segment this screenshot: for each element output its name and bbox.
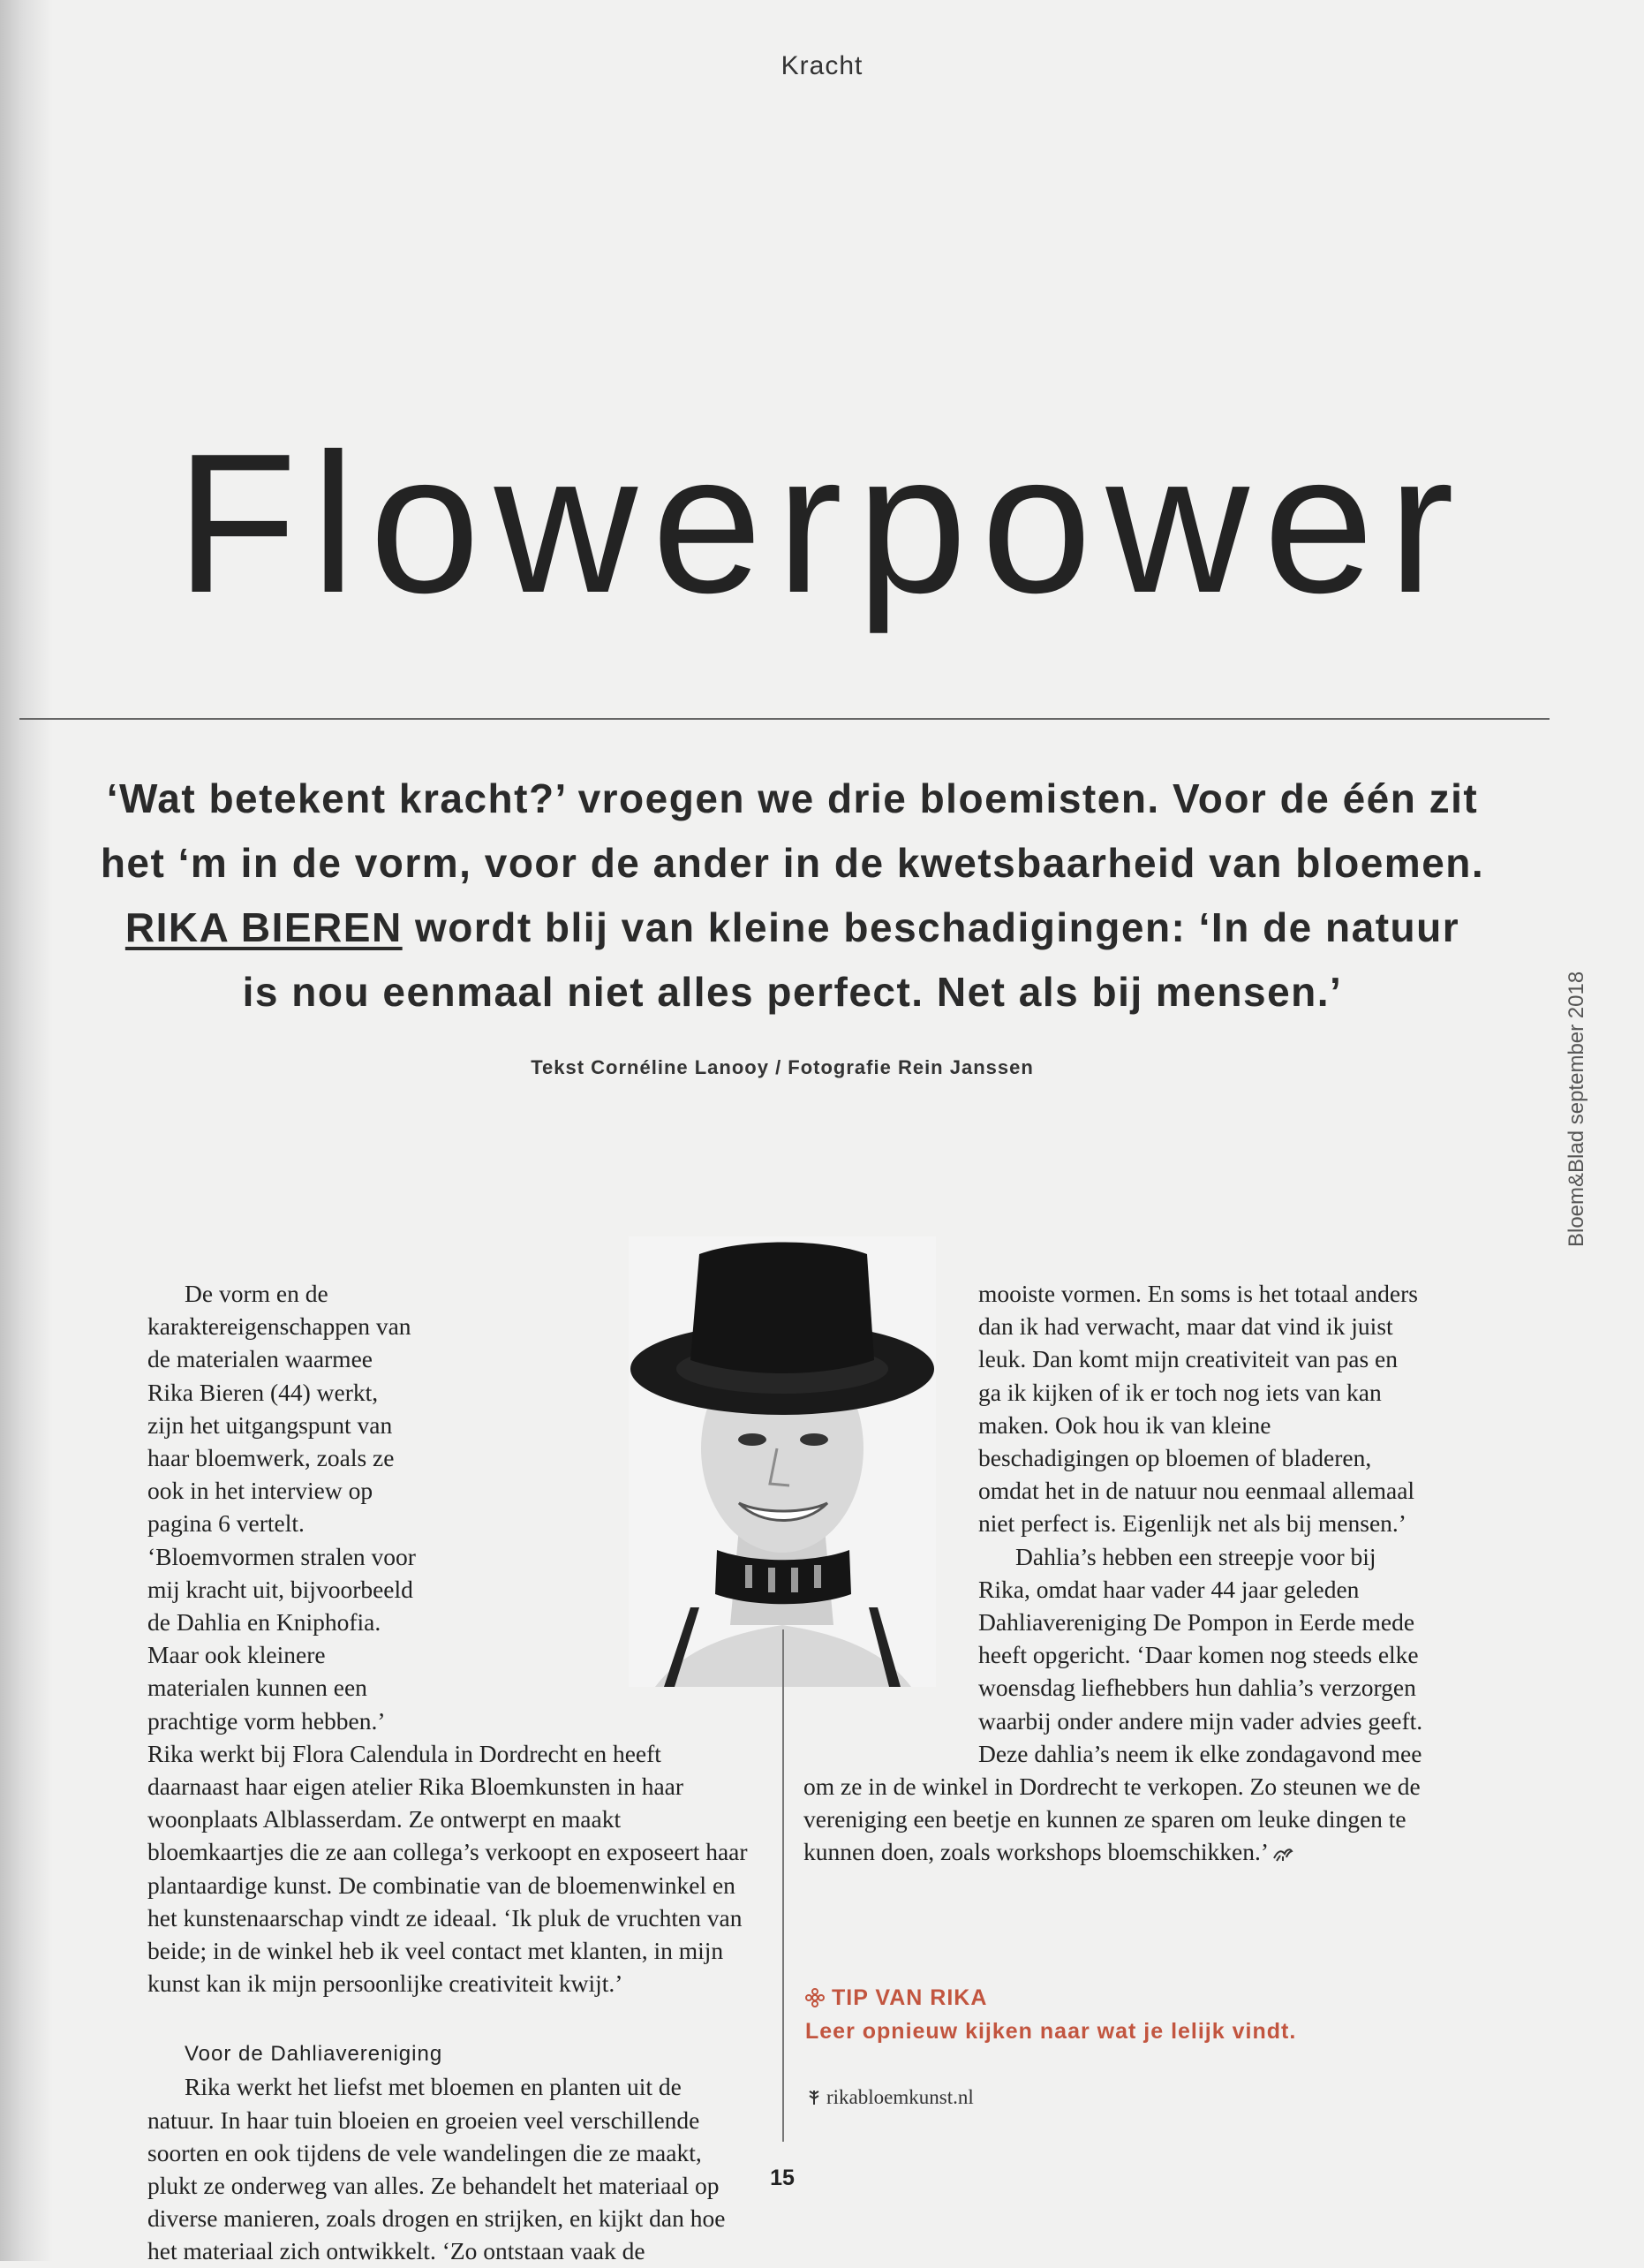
page-gutter-shadow <box>0 0 53 2261</box>
intro-line-1: ‘Wat betekent kracht?’ vroegen we drie bloemisten. Voor de één zit <box>106 775 1479 821</box>
column-divider <box>782 1629 784 2142</box>
portrait-photo <box>629 1236 936 1687</box>
section-label: Kracht <box>781 51 863 80</box>
intro-line-3-rest: wordt blij van kleine beschadigingen: ‘In de natuur <box>402 904 1460 950</box>
paragraph: De vorm en de karaktereigenschappen van de materialen waarmee Rika Bieren (44) werkt, zijn het uitgangspunt van haar bloemwerk, zoals ze ook in het interview op pagina 6 vertelt. ‘Bloemvormen stralen voor mij kracht uit, bijvoorbeeld de Dahlia en Kniphofia. Maar ook kleinere materialen kunnen een prachtige vorm hebben.’ Rika werkt bij Flora Calendula in Dordrecht en heeft daarnaast haar eigen atelier Rika Bloemkunsten in haar woonplaats Alblasserdam. Ze ontwerpt en maakt bloemkaartjes die ze aan collega’s verkoopt en exposeert haar plantaardige kunst. De combinatie van de bloemenwinkel en het kunstenaarschap vindt ze ideaal. ‘Ik pluk de vruchten van beide; in de winkel heb ik veel contact met klanten, in mijn kunst kan ik mijn persoonlijke creativiteit kwijt.’ <box>147 1280 748 1998</box>
paragraph: mooiste vormen. En soms is het totaal anders dan ik had verwacht, maar dat vind ik juist leuk. Dan komt mijn creativiteit van pas en ga ik kijken of ik er toch nog iets van kan maken. Ook hou ik van kleine beschadigingen op bloemen of bladeren, omdat het in de natuur nou eenmaal allemaal niet perfect is. Eigenlijk net als bij mensen.’ <box>978 1280 1418 1538</box>
end-mark-icon <box>1272 1846 1293 1862</box>
byline-credits: Tekst Cornéline Lanooy / Fotografie Rein Janssen <box>531 1056 1034 1078</box>
tip-title: TIP VAN RIKA <box>832 1985 988 2010</box>
website-link[interactable]: rikabloemkunst.nl <box>826 2086 974 2108</box>
intro-line-4: is nou eenmaal niet alles perfect. Net als bij mensen.’ <box>242 969 1343 1015</box>
leaf-icon <box>807 2089 821 2106</box>
intro-lead <box>26 767 1558 1024</box>
subject-name: RIKA BIEREN <box>124 904 403 950</box>
tip-text: Leer opnieuw kijken naar wat je lelijk vindt. <box>805 2019 1297 2044</box>
subheading: Voor de Dahliavereniging <box>185 2042 443 2067</box>
paragraph: Rika werkt het liefst met bloemen en planten uit de natuur. In haar tuin bloeien en groeien veel verschillende soorten en ook tijdens de vele wandelingen die ze maakt, plukt ze onderweg van alles. Ze behandelt het materiaal op diverse manieren, zoals drogen en strijken, en kijkt dan hoe het materiaal zich ontwikkelt. ‘Zo ontstaan vaak de <box>147 2073 726 2265</box>
website-line <box>807 2086 974 2109</box>
paragraph: Dahlia’s hebben een streepje voor bij Rika, omdat haar vader 44 jaar geleden Dahliavereniging De Pompon in Eerde mede heeft opgericht. ‘Daar komen nog steeds elke woensdag liefhebbers hun dahlia’s verzorgen waarbij onder andere mijn vader advies geeft. Deze dahlia’s neem ik elke zondagavond mee om ze in de winkel in Dordrecht te verkopen. Zo steunen we de vereniging een beetje en kunnen ze sparen om leuke dingen te kunnen doen, zoals workshops bloemschikken.’ <box>803 1542 1423 1866</box>
publication-date-label: Bloem&Blad september 2018 <box>1565 971 1588 1247</box>
portrait-illustration <box>629 1236 936 1687</box>
intro-line-2: het ‘m in de vorm, voor de ander in de kwetsbaarheid van bloemen. <box>100 840 1485 886</box>
title-divider <box>19 718 1550 720</box>
page-title: Flowerpower <box>176 412 1468 634</box>
tip-heading <box>805 1985 987 2011</box>
page-number: 15 <box>770 2166 795 2190</box>
flower-icon <box>805 1988 825 2007</box>
